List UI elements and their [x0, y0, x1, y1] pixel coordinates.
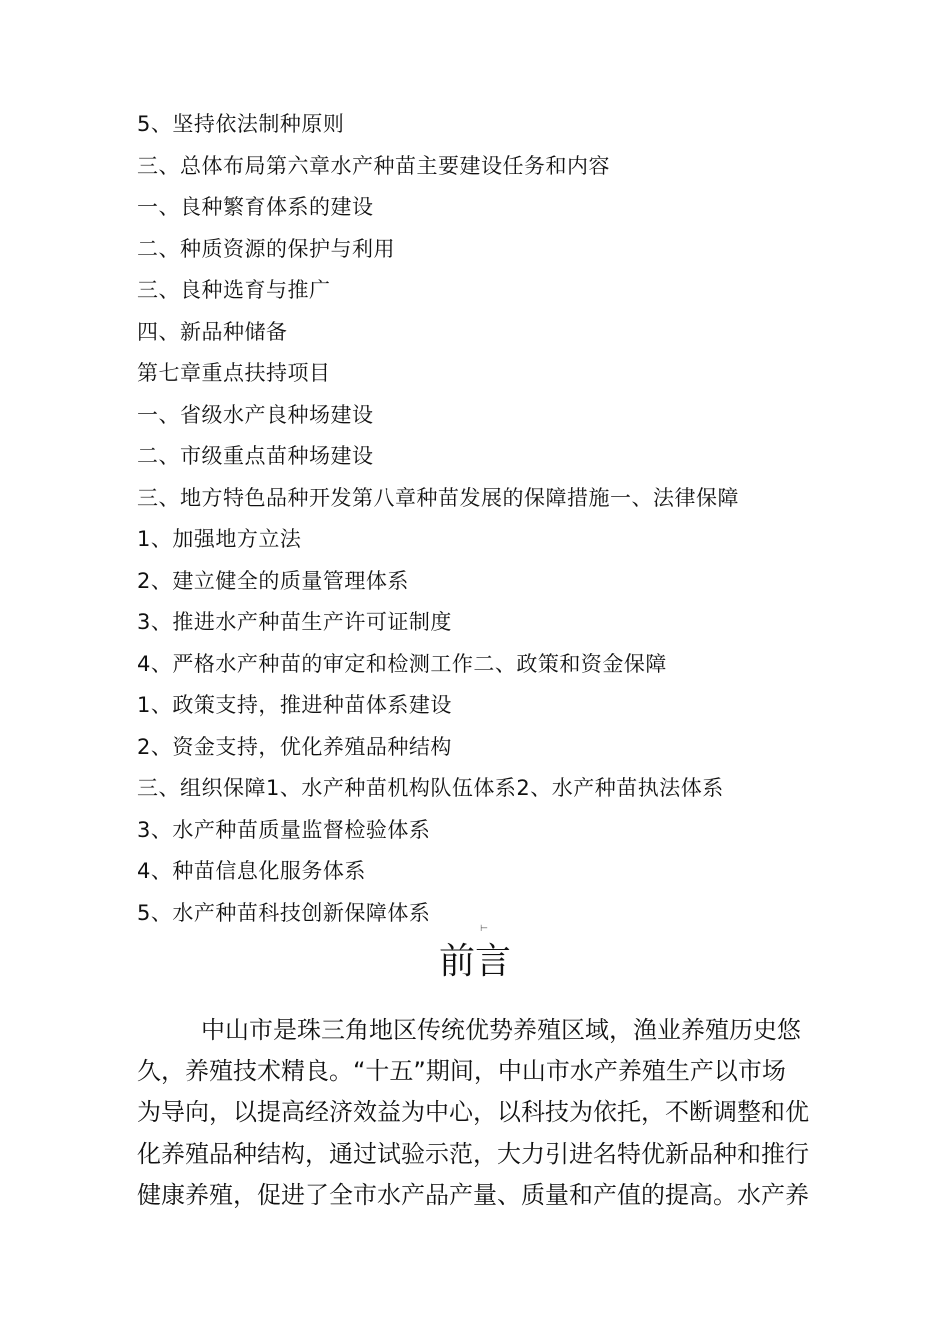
preface-paragraph — [137, 1010, 833, 1216]
toc-item: 5、坚持依法制种原则 — [137, 112, 345, 136]
toc-item: 二、种质资源的保护与利用 — [137, 236, 395, 261]
toc-item: 3、推进水产种苗生产许可证制度 — [137, 610, 452, 634]
table-of-contents — [137, 104, 897, 934]
preface-line: 为导向，以提高经济效益为中心，以科技为依托，不断调整和优 — [137, 1098, 809, 1127]
toc-item: 二、市级重点苗种场建设 — [137, 444, 374, 468]
toc-item: 一、省级水产良种场建设 — [137, 402, 374, 427]
toc-item: 三、地方特色品种开发第八章种苗发展的保障措施一、法律保障 — [137, 485, 739, 510]
toc-item: 3、水产种苗质量监督检验体系 — [137, 817, 431, 842]
toc-item: 2、资金支持，优化养殖品种结构 — [137, 734, 452, 759]
preface-line: 久，养殖技术精良。“十五”期间，中山市水产养殖生产以市场 — [137, 1057, 786, 1086]
preface-line: 中山市是珠三角地区传统优势养殖区域，渔业养殖历史悠 — [201, 1016, 801, 1044]
toc-item: 三、良种选育与推广 — [137, 278, 331, 302]
toc-item: 四、新品种储备 — [137, 319, 288, 344]
toc-item: 2、建立健全的质量管理体系 — [137, 568, 409, 593]
preface-line: 化养殖品种结构，通过试验示范，大力引进名特优新品种和推行 — [137, 1139, 809, 1168]
section-break-mark: ⊢ — [480, 924, 488, 934]
preface-line: 健康养殖，促进了全市水产品产量、质量和产值的提高。水产养 — [137, 1180, 809, 1209]
toc-item: 1、加强地方立法 — [137, 527, 302, 551]
toc-item: 第七章重点扶持项目 — [137, 361, 331, 385]
toc-item: 4、种苗信息化服务体系 — [137, 859, 366, 883]
toc-item: 一、良种繁育体系的建设 — [137, 195, 374, 219]
toc-item: 4、严格水产种苗的审定和检测工作二、政策和资金保障 — [137, 651, 667, 676]
toc-item: 1、政策支持，推进种苗体系建设 — [137, 693, 452, 717]
toc-item: 三、组织保障1、水产种苗机构队伍体系2、水产种苗执法体系 — [137, 776, 724, 800]
preface-title: 前言 — [438, 941, 511, 982]
toc-item: 三、总体布局第六章水产种苗主要建设任务和内容 — [137, 153, 610, 178]
toc-item: 5、水产种苗科技创新保障体系 — [137, 900, 431, 925]
